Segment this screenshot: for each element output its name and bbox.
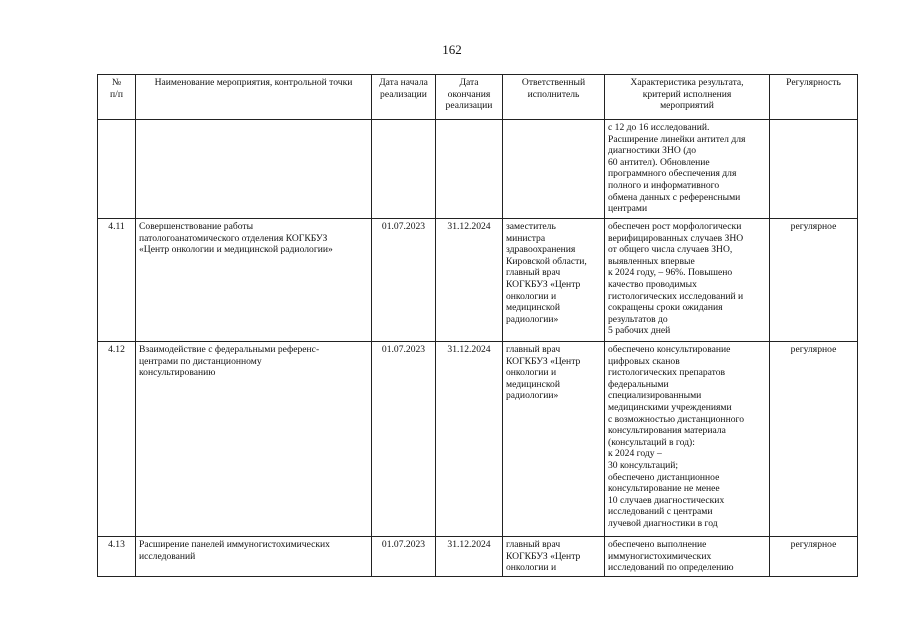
row-regularity: регулярное [770, 219, 858, 342]
row-end-date: 31.12.2024 [436, 537, 503, 577]
table-row [98, 537, 858, 577]
row-name: Совершенствование работы патологоанатомического отделения КОГКБУЗ «Центр онкологии и медицинской радиологии» [136, 219, 372, 342]
row-responsible: главный врач КОГКБУЗ «Центр онкологии и медицинской радиологии» [503, 342, 605, 537]
header-num: № п/п [98, 75, 136, 120]
row-name: Взаимодействие с федеральными референс- центрами по дистанционному консультированию [136, 342, 372, 537]
header-end-date: Дата окончания реализации [436, 75, 503, 120]
header-row [98, 75, 858, 120]
row-name: Расширение панелей иммуногистохимических исследований [136, 537, 372, 577]
row-result: обеспечен рост морфологически верифицированных случаев ЗНО от общего числа случаев ЗНО, выявленных впервые к 2024 году, – 96%. Повышено качество проводимых гистологических исследований и сокращены сроки ожидания результатов до 5 рабочих дней [605, 219, 770, 342]
header-regularity: Регулярность [770, 75, 858, 120]
row-end-date: 31.12.2024 [436, 219, 503, 342]
header-result: Характеристика результата, критерий исполнения мероприятий [605, 75, 770, 120]
row-num: 4.11 [98, 219, 136, 342]
row-regularity: регулярное [770, 342, 858, 537]
page-number: 162 [442, 42, 462, 57]
row-name [136, 120, 372, 219]
row-end-date [436, 120, 503, 219]
row-responsible: заместитель министра здравоохранения Кировской области, главный врач КОГКБУЗ «Центр онкологии и медицинской радиологии» [503, 219, 605, 342]
row-start-date: 01.07.2023 [372, 342, 436, 537]
row-num: 4.13 [98, 537, 136, 577]
table-row [98, 120, 858, 219]
header-name: Наименование мероприятия, контрольной точки [136, 75, 372, 120]
row-result: обеспечено выполнение иммуногистохимических исследований по определению [605, 537, 770, 577]
row-start-date: 01.07.2023 [372, 537, 436, 577]
row-num: 4.12 [98, 342, 136, 537]
row-start-date: 01.07.2023 [372, 219, 436, 342]
row-responsible [503, 120, 605, 219]
activities-table [97, 74, 858, 577]
table-row [98, 219, 858, 342]
row-responsible: главный врач КОГКБУЗ «Центр онкологии и [503, 537, 605, 577]
header-start-date: Дата начала реализации [372, 75, 436, 120]
row-start-date [372, 120, 436, 219]
row-result: с 12 до 16 исследований. Расширение линейки антител для диагностики ЗНО (до 60 антител). Обновление программного обеспечения для полного и информативного обмена данных с референсными центрами [605, 120, 770, 219]
row-num [98, 120, 136, 219]
row-regularity [770, 120, 858, 219]
row-end-date: 31.12.2024 [436, 342, 503, 537]
row-regularity: регулярное [770, 537, 858, 577]
header-responsible: Ответственный исполнитель [503, 75, 605, 120]
row-result: обеспечено консультирование цифровых сканов гистологических препаратов федеральными специализированными медицинскими учреждениями с возможностью дистанционного консультирования материала (консультаций в год): к 2024 году – 30 консультаций; обеспечено дистанционное консультирование не менее 10 случаев диагностических исследований с центрами лучевой диагностики в год [605, 342, 770, 537]
table-row [98, 342, 858, 537]
